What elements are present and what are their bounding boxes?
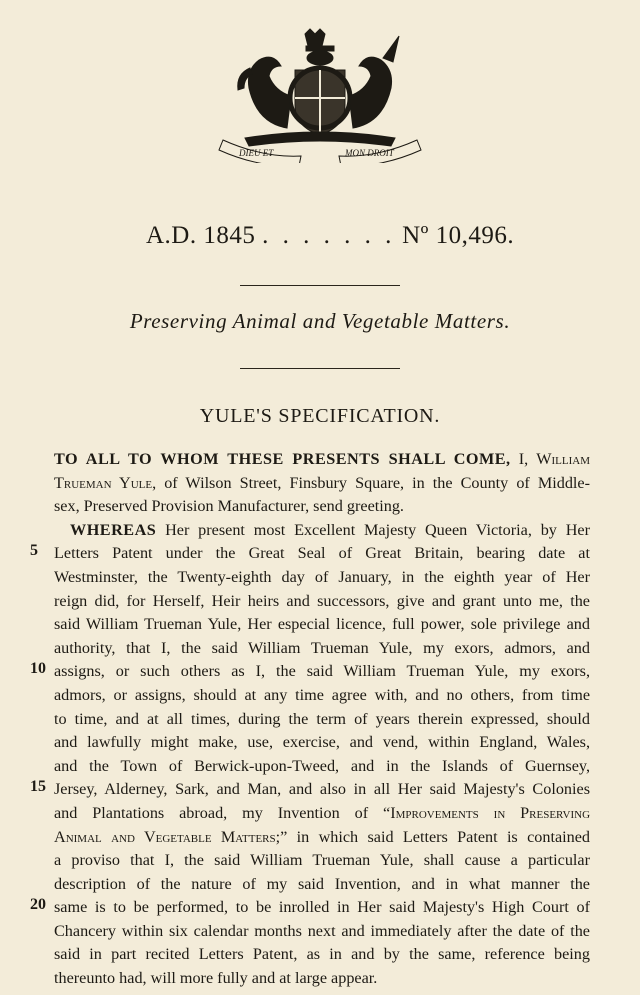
small-caps-phrase: Improvements in Preserving: [390, 803, 590, 822]
line-text: a proviso that I, the said William Trueman Yule, shall cause a particular: [54, 851, 590, 870]
text-line: [54, 849, 590, 873]
line-text: thereunto had, will more fully and at large appear.: [54, 969, 378, 988]
text-line: [54, 873, 590, 897]
patent-year: A.D. 1845: [146, 222, 256, 249]
text-line: [54, 778, 590, 802]
text-line: [54, 920, 590, 944]
text-line: [54, 755, 590, 779]
line-text: said William Trueman Yule, Her especial licence, full power, sole privilege and: [54, 615, 590, 634]
header-dots: . . . . . . .: [262, 222, 396, 249]
patent-header: [146, 222, 516, 250]
text-line: [54, 472, 590, 496]
line-text: description of the nature of my said Invention, and in what manner the: [54, 874, 590, 893]
text-line: [54, 637, 590, 661]
patent-number: Nº 10,496.: [402, 222, 515, 249]
line-text: authority, that I, the said William Trueman Yule, my exors, admors, and: [54, 638, 590, 657]
text-line: [54, 566, 590, 590]
margin-number: 10: [30, 660, 46, 677]
text-line: [54, 802, 590, 826]
line-text: reign did, for Herself, Heir heirs and successors, give and grant unto me, the: [54, 591, 590, 610]
patent-subject: Preserving Animal and Vegetable Matters.: [129, 309, 511, 333]
line-text: and Plantations abroad, my Invention of “: [54, 803, 391, 822]
small-caps-phrase: Animal and Vegetable Matters: [54, 827, 276, 846]
text-line: [54, 708, 590, 732]
line-text: Letters Patent under the Great Seal of Great Britain, bearing date at: [54, 544, 590, 563]
text-line: [54, 613, 590, 637]
lead-phrase: WHEREAS: [70, 520, 157, 539]
text-line: [54, 826, 590, 850]
text-line: [54, 660, 590, 684]
margin-number: 5: [30, 542, 38, 559]
text-line: [54, 731, 590, 755]
line-text: and lawfully might make, use, exercise, and vend, within England, Wales,: [54, 733, 590, 752]
line-text: , of Wilson Street, Finsbury Square, in the County of Middle-: [152, 473, 590, 492]
line-text: Chancery within six calendar months next and immediately after the date of the: [54, 921, 590, 940]
line-text: to time, and at all times, during the term of years therein expressed, should: [54, 709, 590, 728]
royal-coat-of-arms-icon: [205, 28, 435, 163]
line-text: sex, Preserved Provision Manufacturer, send greeting.: [54, 497, 404, 516]
divider-bottom: [240, 368, 400, 369]
text-line: [54, 448, 590, 472]
specification-title: YULE'S SPECIFICATION.: [199, 405, 441, 427]
line-text: Westminster, the Twenty-eighth day of January, in the eighth year of Her: [54, 567, 590, 586]
text-line: [54, 542, 590, 566]
line-text: Her present most Excellent Majesty Queen Victoria, by Her: [156, 520, 590, 539]
text-line: [54, 519, 590, 543]
line-text: I,: [510, 450, 537, 468]
text-line: [54, 967, 590, 991]
line-text: and the Town of Berwick-upon-Tweed, and in the Islands of Guernsey,: [54, 756, 590, 775]
line-text: assigns, or such others as I, the said William Trueman Yule, my exors,: [54, 662, 590, 681]
text-line: [54, 943, 590, 967]
text-line: [54, 590, 590, 614]
margin-number: 20: [30, 896, 46, 913]
divider-top: [240, 285, 400, 286]
small-caps-phrase: Trueman Yule: [54, 473, 153, 492]
specification-body: [54, 448, 590, 991]
text-line: [54, 684, 590, 708]
margin-number: 15: [30, 778, 46, 795]
motto-left: DIEU ET: [239, 148, 274, 158]
line-text: same is to be performed, to be inrolled in Her said Majesty's High Court of: [54, 898, 590, 917]
text-line: [54, 495, 590, 519]
line-text: Jersey, Alderney, Sark, and Man, and also in all Her said Majesty's Colonies: [54, 780, 590, 799]
line-text: admors, or assigns, should at any time agree with, and no others, from time: [54, 685, 590, 704]
small-caps-phrase: William: [536, 450, 590, 468]
line-text: said in part recited Letters Patent, as in and by the same, reference being: [54, 945, 590, 964]
lead-phrase: TO ALL TO WHOM THESE PRESENTS SHALL COME,: [54, 450, 511, 468]
motto-right: MON DROIT: [345, 148, 394, 158]
text-line: [54, 896, 590, 920]
line-text: ;” in which said Letters Patent is contained: [275, 827, 590, 846]
